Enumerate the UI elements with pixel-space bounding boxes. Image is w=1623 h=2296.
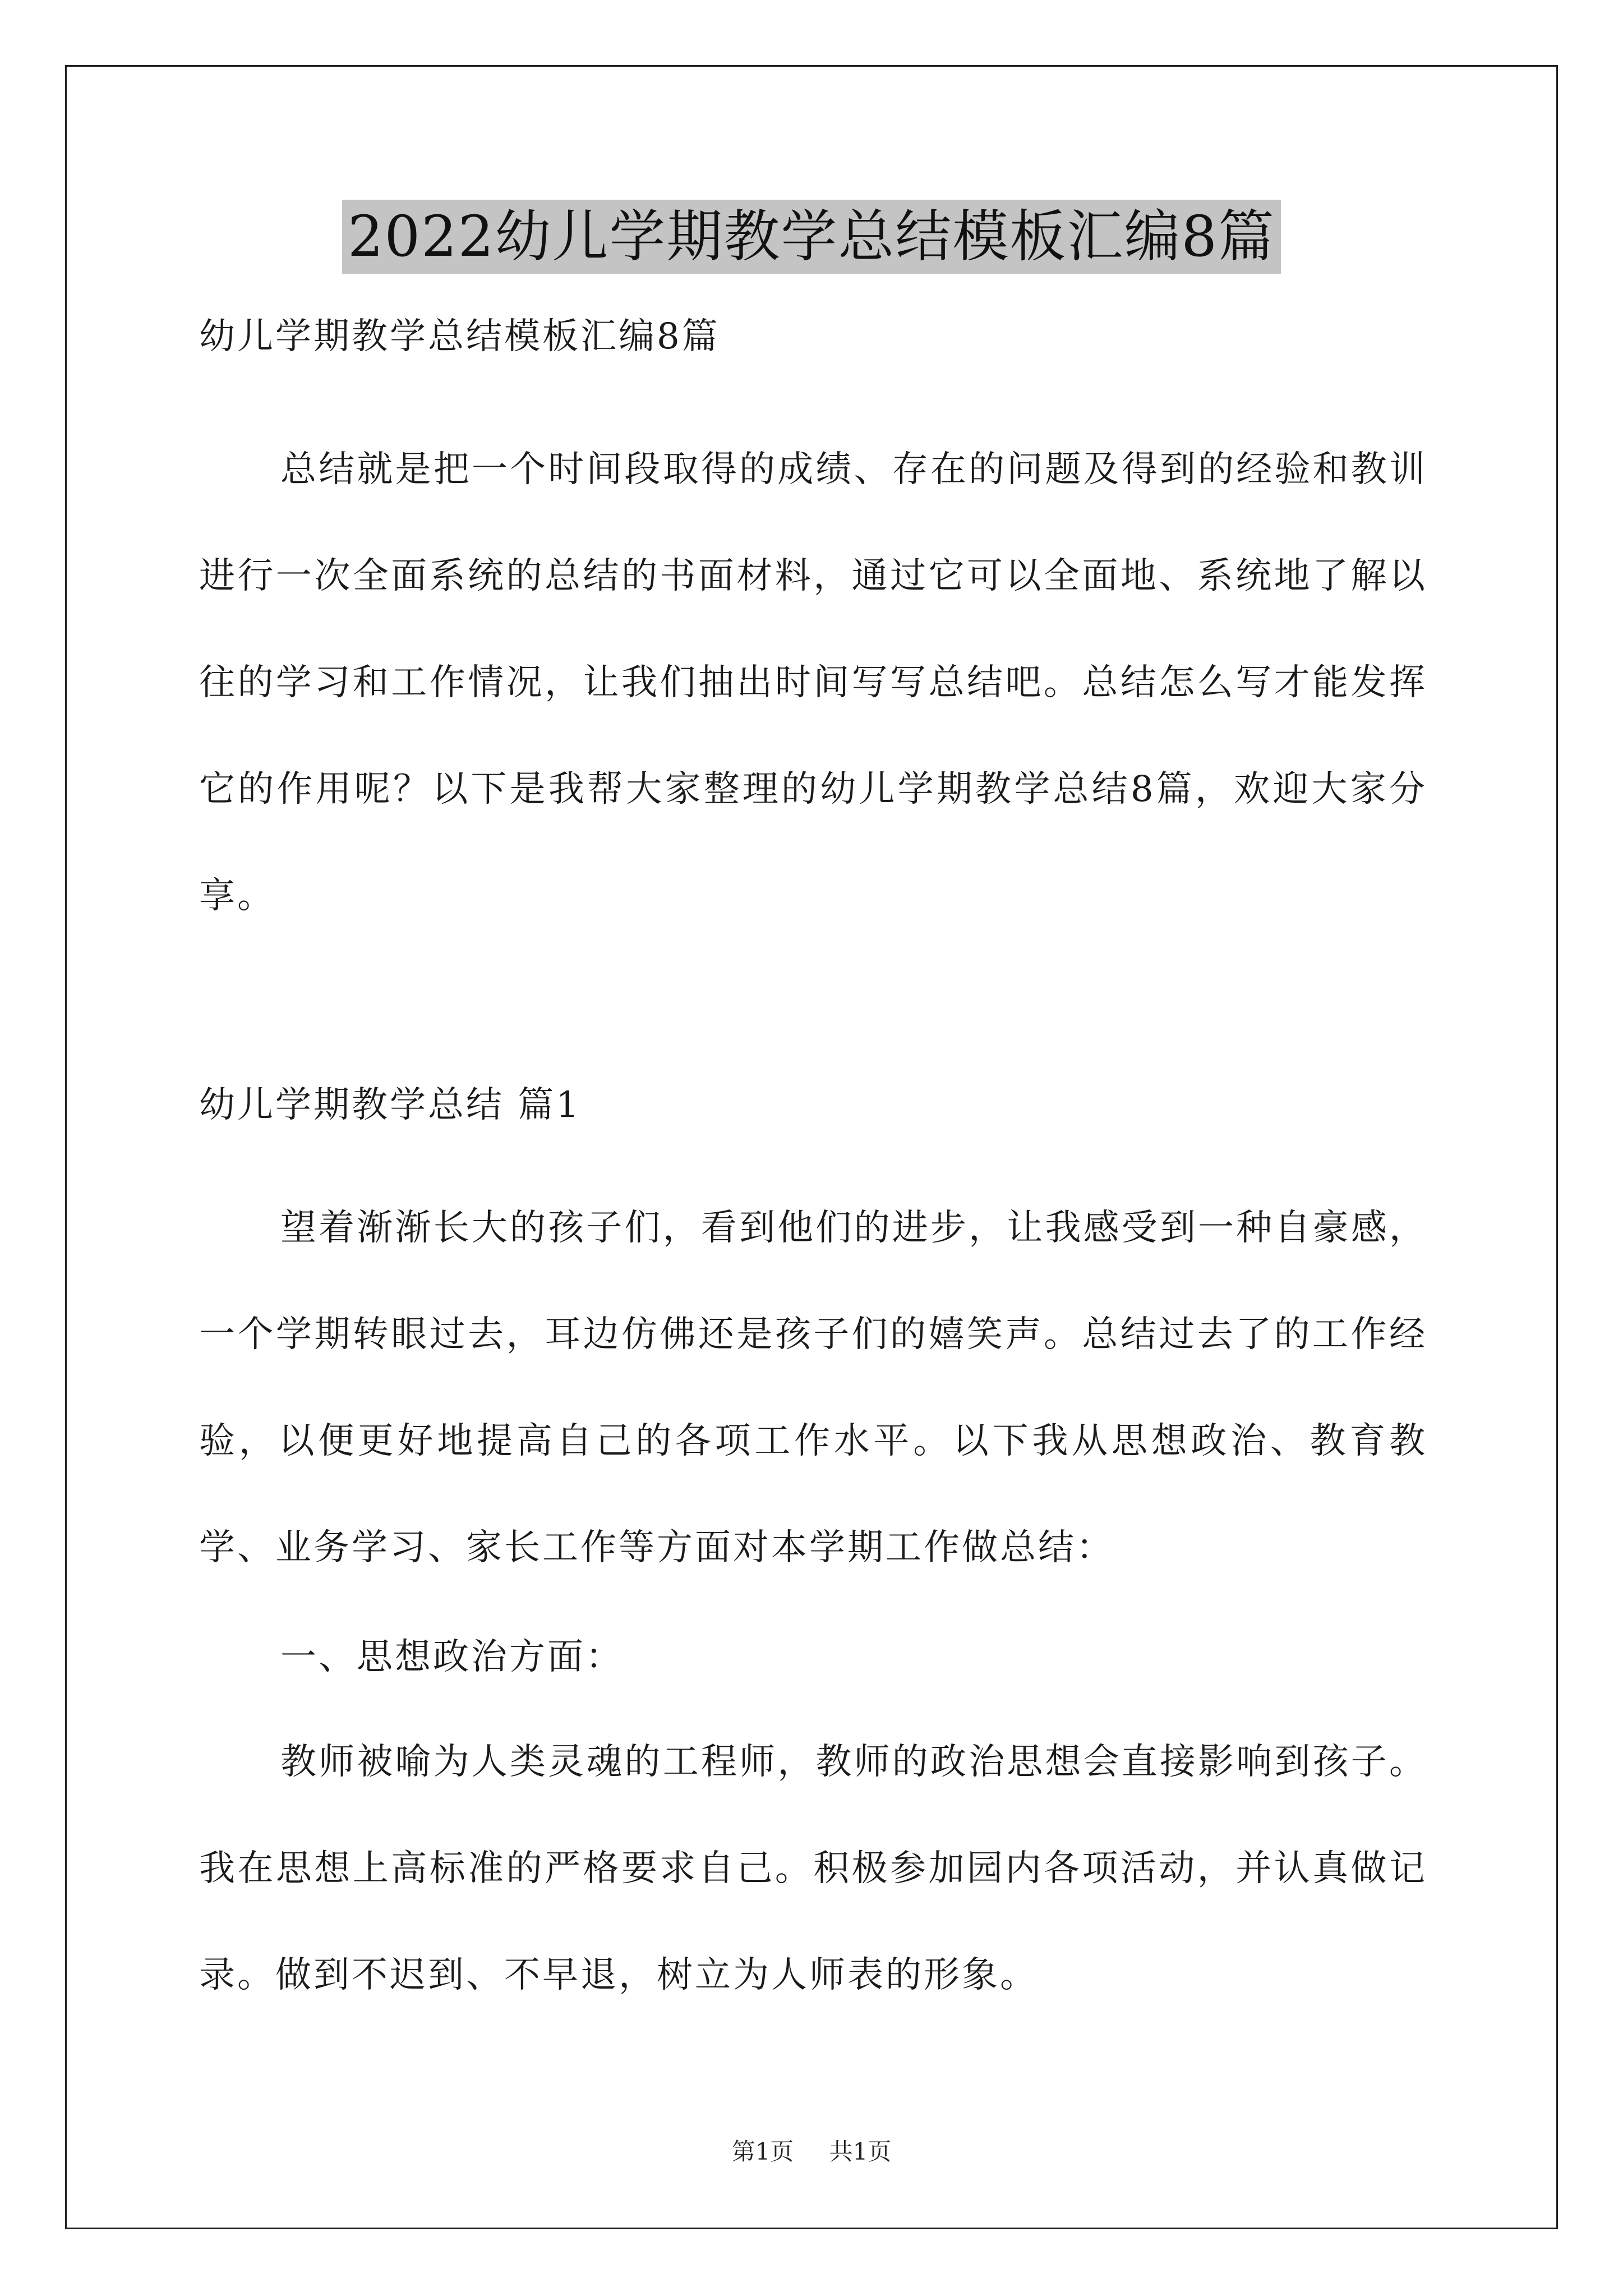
document-subtitle: 幼儿学期教学总结模板汇编8篇 <box>199 316 720 357</box>
point-heading: 一、思想政治方面： <box>280 1636 624 1678</box>
body-paragraph: 教师被喻为人类灵魂的工程师，教师的政治思想会直接影响到孩子。我在思想上高标准的严格要求自己。积极参加园内各项活动，并认真做记录。做到不迟到、不早退，树立为人师表的形象。 <box>199 1741 1427 1996</box>
document-title: 2022幼儿学期教学总结模板汇编8篇 <box>342 200 1281 274</box>
page-number-current: 第1页 <box>731 2138 794 2165</box>
title-block <box>0 200 1623 274</box>
page-footer <box>0 2135 1623 2169</box>
body-paragraph: 望着渐渐长大的孩子们，看到他们的进步，让我感受到一种自豪感，一个学期转眼过去，耳边仿佛还是孩子们的嬉笑声。总结过去了的工作经验，以便更好地提高自己的各项工作水平。以下我从思想政治、教育教学、业务学习、家长工作等方面对本学期工作做总结： <box>199 1207 1427 1568</box>
page-number-total: 共1页 <box>829 2138 892 2165</box>
section-heading: 幼儿学期教学总结 篇1 <box>199 1084 582 1126</box>
intro-paragraph: 总结就是把一个时间段取得的成绩、存在的问题及得到的经验和教训进行一次全面系统的总结的书面材料，通过它可以全面地、系统地了解以往的学习和工作情况，让我们抽出时间写写总结吧。总结怎么写才能发挥它的作用呢？以下是我帮大家整理的幼儿学期教学总结8篇，欢迎大家分享。 <box>199 449 1427 917</box>
